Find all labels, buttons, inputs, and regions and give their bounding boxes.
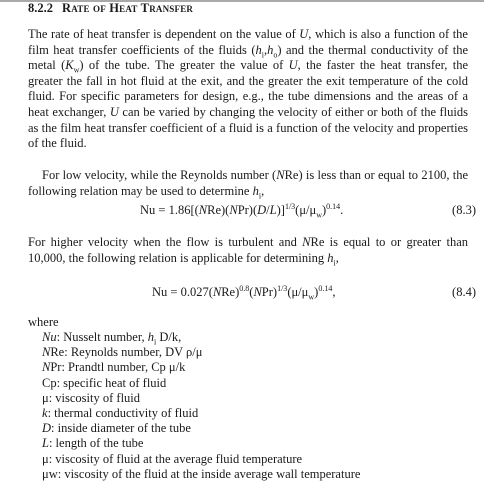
- definition-item: NPr: Prandtl number, Cp μ/k: [42, 360, 186, 375]
- definition-item: Nu: Nusselt number, $h_i$ D/k,: [42, 330, 182, 347]
- definition-list: [42, 330, 360, 482]
- equation-8-3: [28, 203, 476, 221]
- definition-item: k: thermal conductivity of fluid: [42, 406, 199, 421]
- equation-8-3-number: (8.3): [452, 203, 476, 217]
- equation-8-4-expression: $Nu = 0.027(NRe)^{0.8}(NPr)^{1/3}(\mu/\mu_w)^{0.14}$,: [152, 283, 336, 302]
- definition-item: Cp: specific heat of fluid: [42, 375, 167, 390]
- definition-item: μ: viscosity of fluid: [42, 390, 141, 405]
- paragraph-low-velocity: For low velocity, while the Reynolds number (NRe) is less than or equal to 2100, the following relation may be used to determine $h_i$,: [28, 168, 468, 201]
- section-number: 8.2.2: [28, 1, 53, 15]
- where-label: where: [28, 315, 59, 329]
- equation-8-4: [28, 285, 476, 303]
- section-heading: [28, 1, 193, 16]
- definition-item: L: length of the tube: [42, 436, 144, 451]
- section-title: Rate of Heat Transfer: [62, 1, 194, 15]
- paragraph-high-velocity: For higher velocity when the flow is turbulent and NRe is equal to or greater than 10,000, the following relation is applicable for determining $h_i$,: [28, 235, 468, 268]
- definition-item: NRe: Reynolds number, DV ρ/μ: [42, 345, 203, 360]
- paragraph-rate-of-heat-transfer: The rate of heat transfer is dependent on the value of U, which is also a function of the film heat transfer coefficients of the fluids $(h_i,h_o)$ and the thermal conductivity of the metal $(K_w)$ of the tube. The greater the value of U, the faster the heat transfer, the greater the fall in hot fluid at the exit, and the greater the exit temperature of the cold fluid. For specific parameters for design, e.g., the tube dimensions and the areas of a heat exchanger, U can be varied by changing the velocity of either or both of the fluids as the film heat transfer coefficient of a fluid is a function of the velocity and properties of the fluid.: [28, 27, 469, 151]
- definition-item: D: inside diameter of the tube: [42, 421, 191, 436]
- equation-8-3-expression: $Nu = 1.86[(NRe)(NPr)(D/L)]^{1/3}(\mu/\mu_w)^{0.14}$.: [140, 201, 344, 220]
- equation-8-4-number: (8.4): [452, 285, 476, 299]
- definition-item: μ: viscosity of fluid at the average fluid temperature: [42, 451, 303, 466]
- definition-item: μw: viscosity of the fluid at the inside average wall temperature: [42, 466, 361, 481]
